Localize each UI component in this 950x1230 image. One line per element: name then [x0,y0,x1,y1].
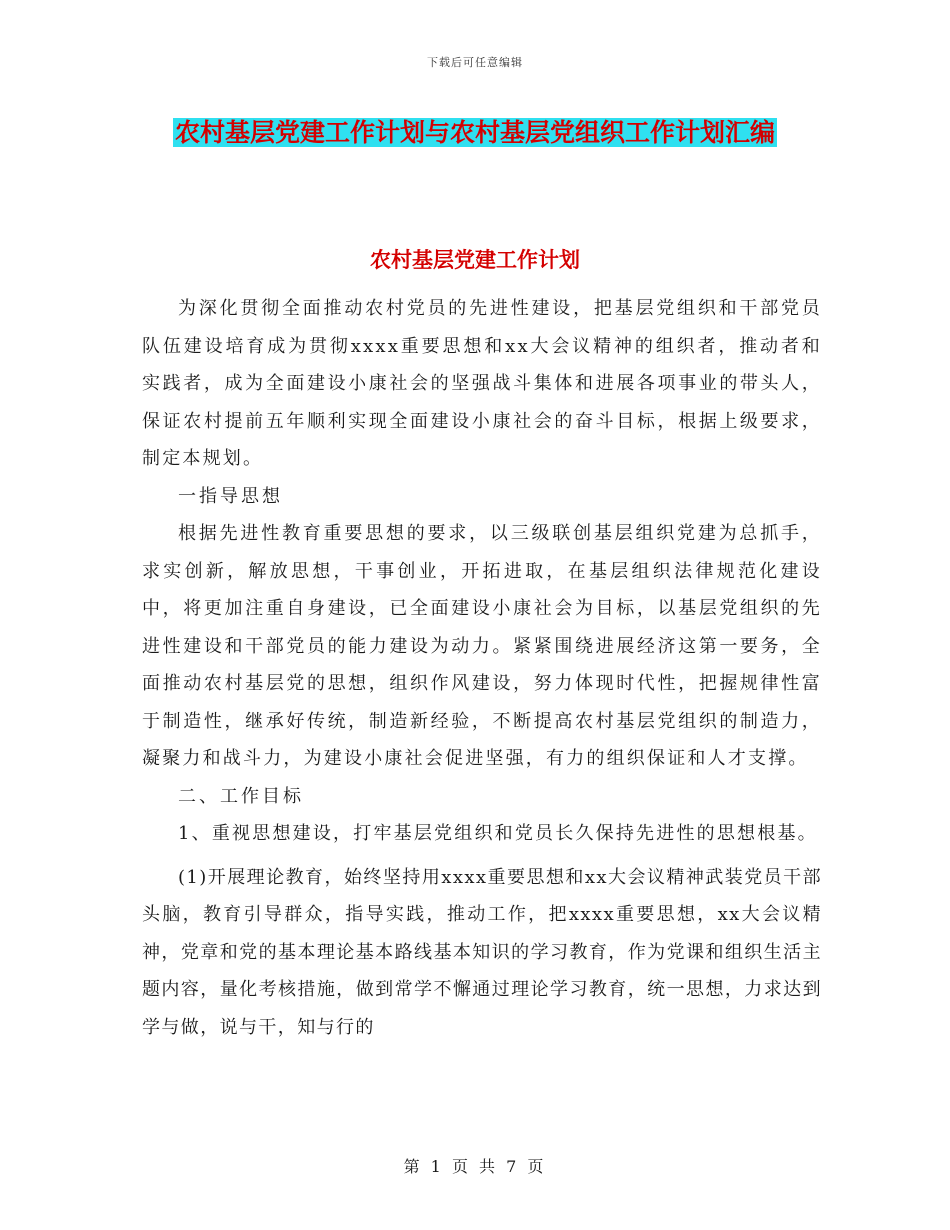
paragraph-intro: 为深化贯彻全面推动农村党员的先进性建设，把基层党组织和干部党员队伍建设培育成为贯彻xxxx重要思想和xx大会议精神的组织者，推动者和实践者，成为全面建设小康社会的坚强战斗集体和进展各项事业的带头人，保证农村提前五年顺利实现全面建设小康社会的奋斗目标，根据上级要求，制定本规划。 [142,298,822,469]
document-title-text: 农村基层党建工作计划与农村基层党组织工作计划汇编 [174,118,775,147]
header-note: 下载后可任意编辑 [427,56,523,69]
section-title: 农村基层党建工作计划 [370,247,580,272]
page-footer: 第 1 页 共 7 页 [403,1157,547,1176]
paragraph-guiding-thought: 根据先进性教育重要思想的要求，以三级联创基层组织党建为总抓手，求实创新，解放思想，干事创业，开拓进取，在基层组织法律规范化建设中，将更加注重自身建设，已全面建设小康社会为目标，以基层党组织的先进性建设和干部党员的能力建设为动力。紧紧围绕进展经济这第一要务，全面推动农村基层党的思想，组织作风建设，努力体现时代性，把握规律性富于制造性，继承好传统，制造新经验，不断提高农村基层党组织的制造力，凝聚力和战斗力，为建设小康社会促进坚强，有力的组织保证和人才支撑。 [142,523,822,769]
heading-work-goals: 二、工作目标 [178,785,304,807]
paragraph-goal-1: 1、重视思想建设，打牢基层党组织和党员长久保持先进性的思想根基。 [178,823,818,844]
heading-guiding-thought: 一指导思想 [178,485,283,507]
paragraph-goal-1-item-1: (1)开展理论教育，始终坚持用xxxx重要思想和xx大会议精神武装党员干部头脑，教育引导群众，指导实践，推动工作，把xxxx重要思想，xx大会议精神，党章和党的基本理论基本路线基本知识的学习教育，作为党课和组织生活主题内容，量化考核措施，做到常学不懈通过理论学习教育，统一思想，力求达到学与做，说与干，知与行的 [142,866,822,1038]
document-body [142,290,822,1046]
document-title [140,110,810,156]
